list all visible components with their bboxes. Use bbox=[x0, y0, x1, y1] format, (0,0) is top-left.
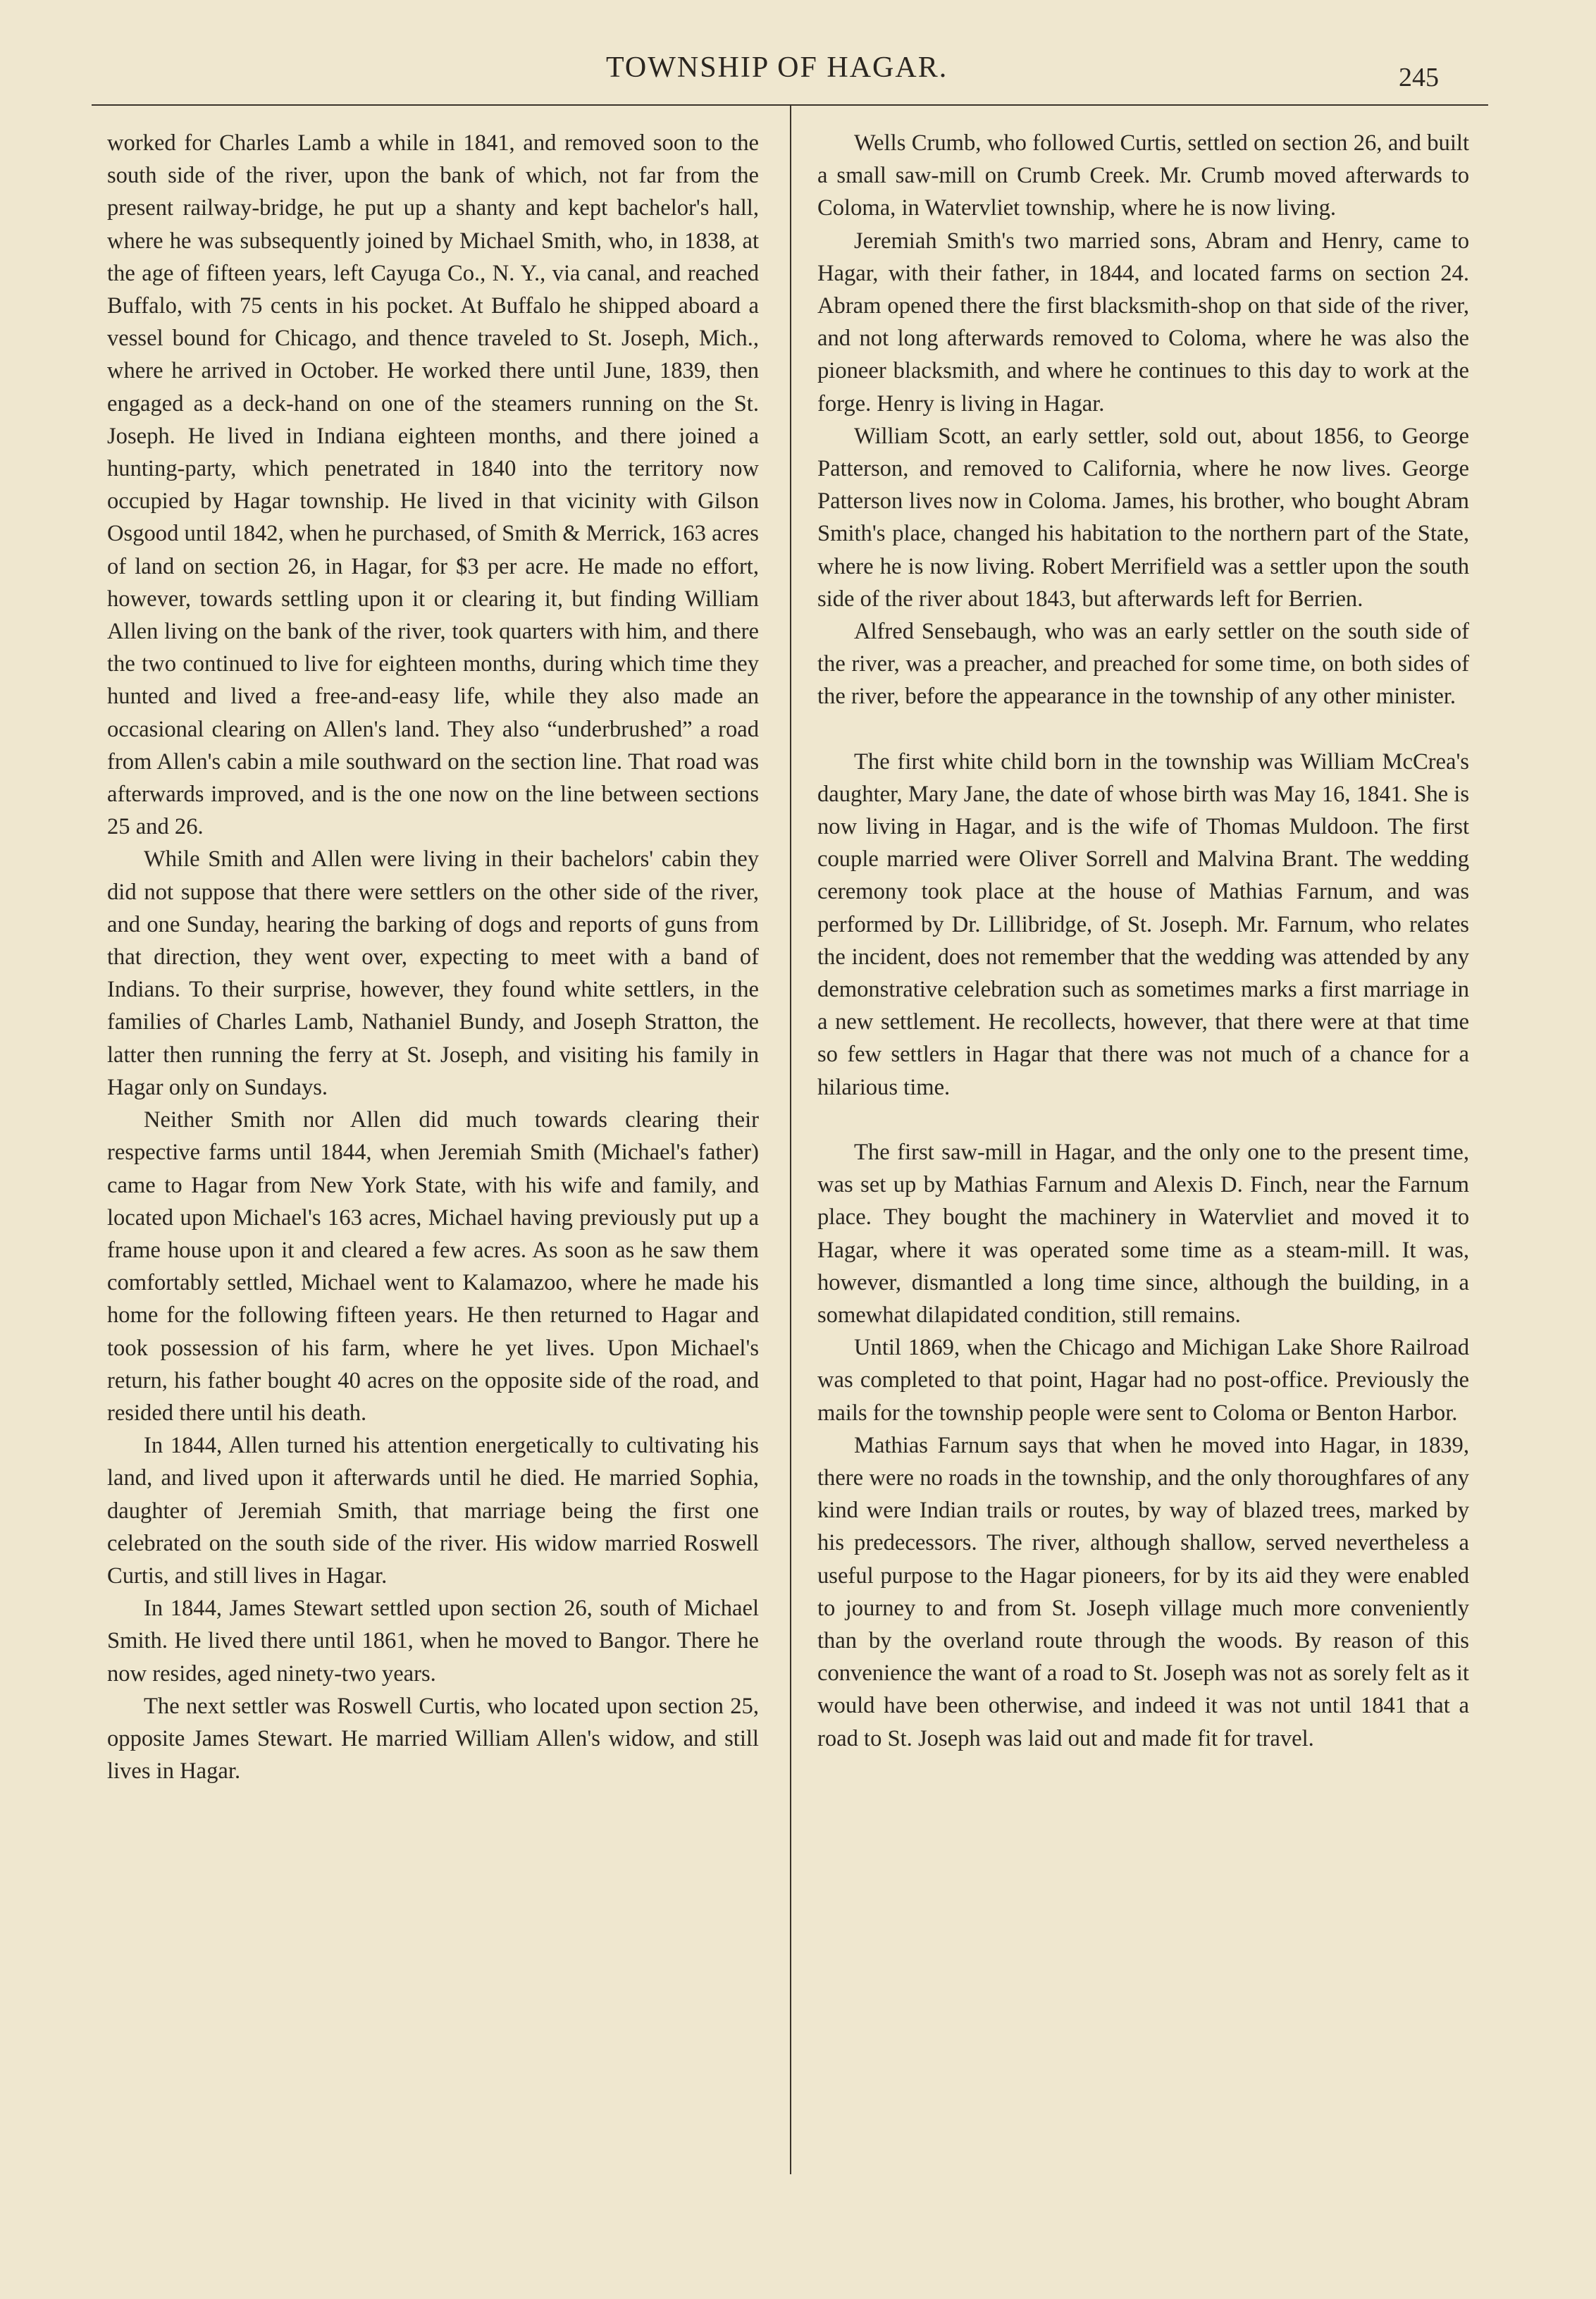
page-header bbox=[0, 42, 1596, 99]
right-column bbox=[817, 127, 1469, 1755]
paragraph: William Scott, an early settler, sold out, about 1856, to George Patterson, and removed to California, where he now lives. George Patterson lives now in Coloma. James, his brother, who bought Abram Smith's place, changed his habitation to the northern part of the State, where he is now living. Robert Merrifield was a settler upon the south side of the river about 1843, but afterwards left for Berrien. bbox=[817, 423, 1469, 612]
paragraph: While Smith and Allen were living in their bachelors' cabin they did not suppose that there were settlers on the other side of the river, and one Sunday, hearing the barking of dogs and reports of guns from that direction, they went over, expecting to meet with a band of Indians. To their surprise, however, they found white settlers, in the families of Charles Lamb, Nathaniel Bundy, and Joseph Stratton, the latter then running the ferry at St. Joseph, and visiting his family in Hagar only on Sundays. bbox=[107, 846, 759, 1100]
paragraph: Neither Smith nor Allen did much towards clearing their respective farms until 1844, when Jeremiah Smith (Michael's father) came to Hagar from New York State, with his wife and family, and located upon Michael's 163 acres, Michael having previously put up a frame house upon it and cleared a few acres. As soon as he saw them comfortably settled, Michael went to Kalamazoo, where he made his home for the following fifteen years. He then returned to Hagar and took possession of his farm, where he yet lives. Upon Michael's return, his father bought 40 acres on the opposite side of the road, and resided there until his death. bbox=[107, 1107, 759, 1426]
paragraph: Alfred Sensebaugh, who was an early settler on the south side of the river, was a preacher, and preached for some time, on both sides of the river, before the appearance in the township of any other minister. bbox=[817, 619, 1469, 710]
paragraph: The first saw-mill in Hagar, and the only one to the present time, was set up by Mathias Farnum and Alexis D. Finch, near the Farnum place. They bought the machinery in Watervliet and moved it to Hagar, where it was operated some time as a steam-mill. It was, however, dismantled a long time since, although the building, in a somewhat dilapidated condition, still remains. bbox=[817, 1139, 1469, 1328]
page-number: 245 bbox=[1399, 63, 1439, 92]
paragraph: In 1844, James Stewart settled upon section 26, south of Michael Smith. He lived there until 1861, when he moved to Bangor. There he now resides, aged ninety-two years. bbox=[107, 1596, 759, 1687]
paragraph: In 1844, Allen turned his attention energetically to cultivating his land, and lived upon it afterwards until he died. He married Sophia, daughter of Jeremiah Smith, that marriage being the first one celebrated on the south side of the river. His widow married Roswell Curtis, and still lives in Hagar. bbox=[107, 1433, 759, 1589]
paragraph: Mathias Farnum says that when he moved into Hagar, in 1839, there were no roads in the township, and the only thoroughfares of any kind were Indian trails or routes, by way of blazed trees, marked by his predecessors. The river, although shallow, served nevertheless a useful purpose to the Hagar pioneers, for by its aid they were enabled to journey to and from St. Joseph village much more conveniently than by the overland route through the woods. By reason of this convenience the want of a road to St. Joseph was not as sorely felt as it would have been otherwise, and indeed it was not until 1841 that a road to St. Joseph was laid out and made fit for travel. bbox=[817, 1432, 1469, 1751]
running-title: TOWNSHIP OF HAGAR. bbox=[606, 51, 948, 84]
paragraph: Wells Crumb, who followed Curtis, settled on section 26, and built a small saw-mill on Crumb Creek. Mr. Crumb moved afterwards to Coloma, in Watervliet township, where he is now living. bbox=[817, 130, 1469, 221]
column-divider bbox=[790, 106, 791, 2174]
paragraph: The first white child born in the township was William McCrea's daughter, Mary Jane, the date of whose birth was May 16, 1841. She is now living in Hagar, and is the wife of Thomas Muldoon. The first couple married were Oliver Sorrell and Malvina Brant. The wedding ceremony took place at the house of Mathias Farnum, and was performed by Dr. Lillibridge, of St. Joseph. Mr. Farnum, who relates the incident, does not remember that the wedding was attended by any demonstrative celebration such as sometimes marks a first marriage in a new settlement. He recollects, however, that there were at that time so few settlers in Hagar that there was not much of a chance for a hilarious time. bbox=[817, 748, 1469, 1100]
paragraph: Until 1869, when the Chicago and Michigan Lake Shore Railroad was completed to that point, Hagar had no post-office. Previously the mails for the township people were sent to Coloma or Benton Harbor. bbox=[817, 1335, 1469, 1426]
section-break bbox=[817, 713, 1469, 746]
paragraph: Jeremiah Smith's two married sons, Abram and Henry, came to Hagar, with their father, in 1844, and located farms on section 24. Abram opened there the first blacksmith-shop on that side of the river, and not long afterwards removed to Coloma, where he was also the pioneer blacksmith, and where he continues to this day to work at the forge. Henry is living in Hagar. bbox=[817, 228, 1469, 417]
left-column bbox=[107, 127, 759, 1787]
paragraph: The next settler was Roswell Curtis, who located upon section 25, opposite James Stewart. He married William Allen's widow, and still lives in Hagar. bbox=[107, 1693, 759, 1785]
section-break bbox=[817, 1104, 1469, 1136]
paragraph: worked for Charles Lamb a while in 1841, and removed soon to the south side of the river, upon the bank of which, not far from the present railway-bridge, he put up a shanty and kept bachelor's hall, where he was subsequently joined by Michael Smith, who, in 1838, at the age of fifteen years, left Cayuga Co., N. Y., via canal, and reached Buffalo, with 75 cents in his pocket. At Buffalo he shipped aboard a vessel bound for Chicago, and thence traveled to St. Joseph, Mich., where he arrived in October. He worked there until June, 1839, then engaged as a deck-hand on one of the steamers running on the St. Joseph. He lived in Indiana eighteen months, and there joined a hunting-party, which penetrated in 1840 into the territory now occupied by Hagar township. He lived in that vicinity with Gilson Osgood until 1842, when he purchased, of Smith & Merrick, 163 acres of land on section 26, in Hagar, for $3 per acre. He made no effort, however, towards settling upon it or clearing it, but finding William Allen living on the bank of the river, took quarters with him, and there the two continued to live for eighteen months, during which time they hunted and lived a free-and-easy life, while they also made an occasional clearing on Allen's land. They also “underbrushed” a road from Allen's cabin a mile southward on the section line. That road was afterwards improved, and is the one now on the line between sections 25 and 26. bbox=[107, 130, 759, 840]
